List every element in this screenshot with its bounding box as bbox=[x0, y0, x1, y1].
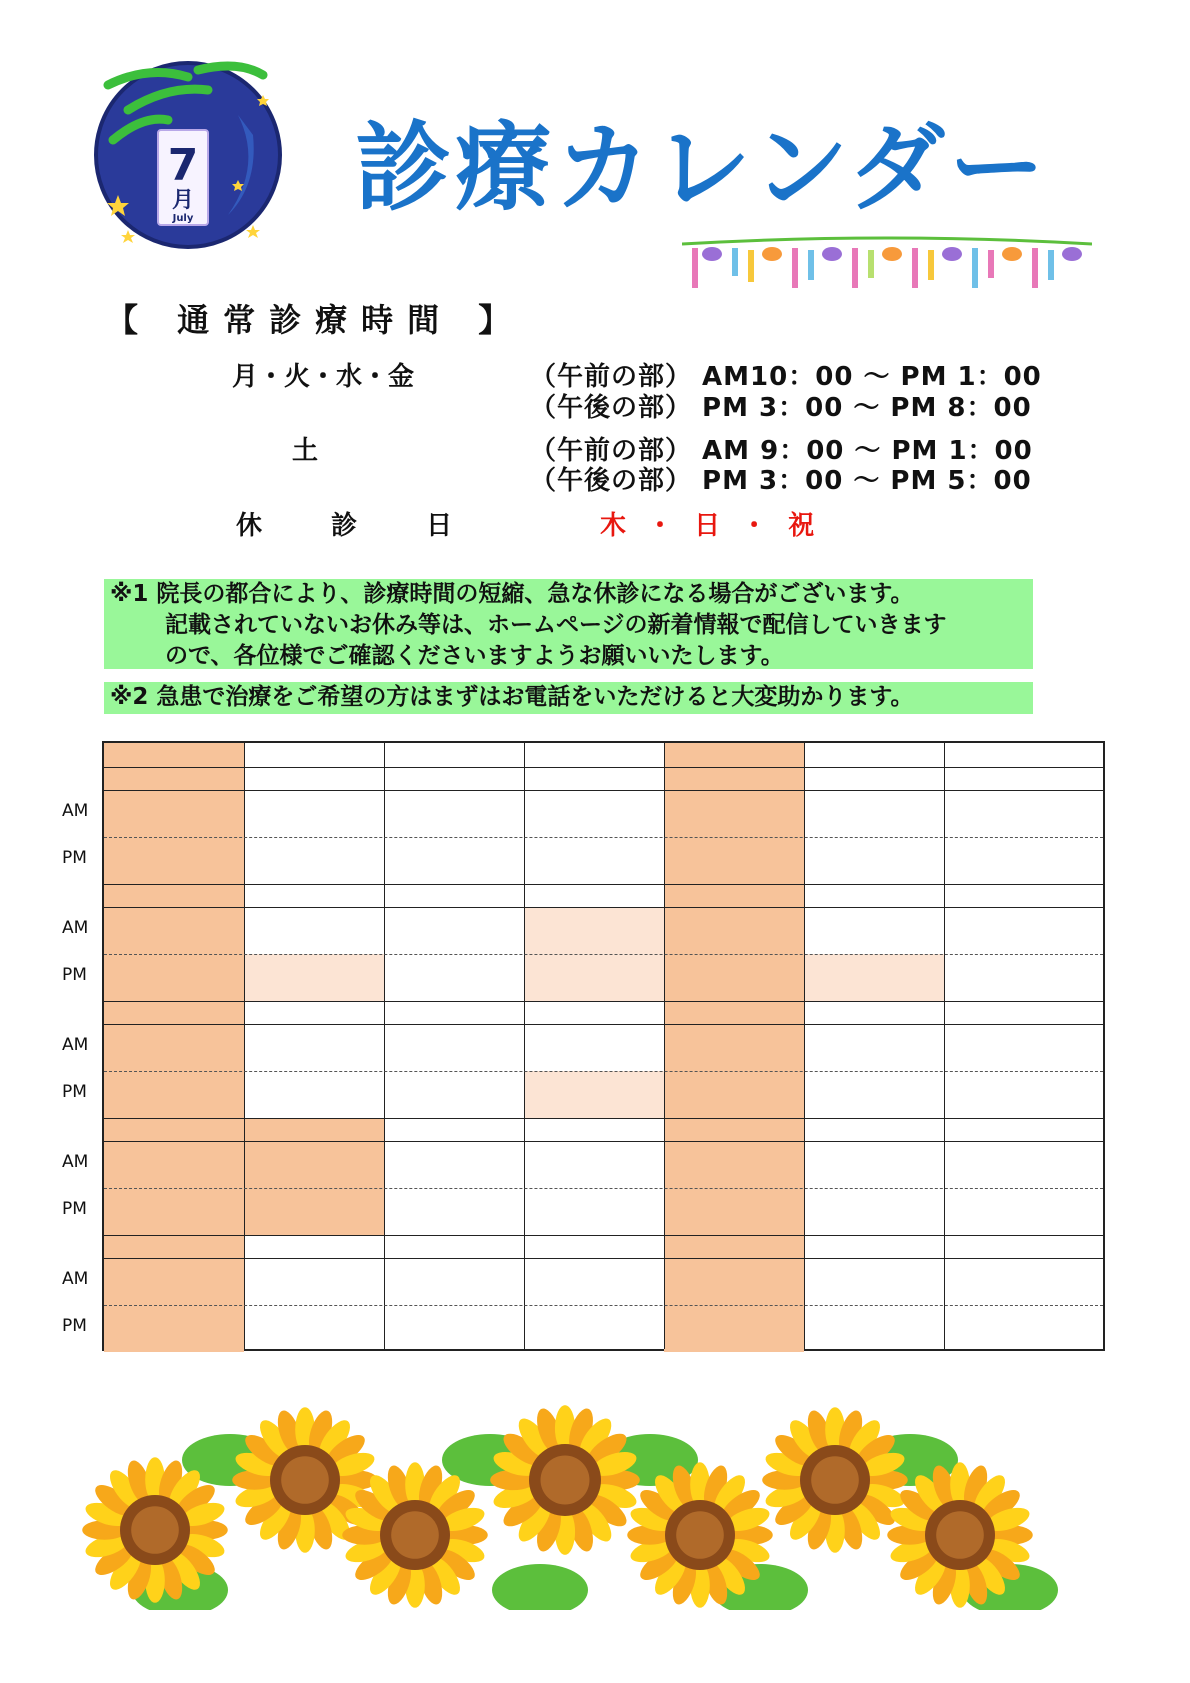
svg-text:月: 月 bbox=[171, 188, 195, 213]
am-row-label: AM bbox=[62, 1268, 89, 1289]
am-row-label: AM bbox=[62, 800, 89, 821]
pm-row-label: PM bbox=[62, 1198, 87, 1219]
saturday-label: 土 bbox=[292, 436, 319, 466]
grid-week-line bbox=[104, 1235, 1103, 1236]
weekday-pm-hours: （午後の部） PM 3：00 〜 PM 8：00 bbox=[530, 393, 1032, 423]
pm-row-label: PM bbox=[62, 847, 87, 868]
grid-date-line bbox=[104, 1141, 1103, 1142]
am-row-label: AM bbox=[62, 1151, 89, 1172]
calendar-grid bbox=[102, 741, 1105, 1351]
saturday-am-hours: （午前の部） AM 9：00 〜 PM 1：00 bbox=[530, 436, 1033, 466]
pm-row-label: PM bbox=[62, 1081, 87, 1102]
note-1-line-2: 記載されていないお休み等は、ホームページの新着情報で配信していきます bbox=[165, 612, 947, 638]
changed-hours-fill bbox=[805, 954, 944, 1001]
svg-text:7: 7 bbox=[167, 140, 199, 191]
changed-hours-fill bbox=[525, 907, 664, 954]
sunflower-border-icon bbox=[60, 1400, 1090, 1610]
closed-days-label: 休 診 日 bbox=[236, 511, 483, 541]
grid-week-line bbox=[104, 1118, 1103, 1119]
am-row-label: AM bbox=[62, 917, 89, 938]
tanabata-garland-icon bbox=[682, 236, 1092, 306]
am-row-label: AM bbox=[62, 1034, 89, 1055]
grid-am-pm-divider bbox=[104, 1188, 1103, 1189]
note-2 bbox=[104, 682, 1033, 714]
closed-column-fill bbox=[104, 743, 244, 1352]
weekday-am-hours: （午前の部） AM10：00 〜 PM 1：00 bbox=[530, 362, 1042, 392]
note-2-text: ※2 急患で治療をご希望の方はまずはお電話をいただけると大変助かります。 bbox=[110, 684, 914, 710]
closed-column-fill bbox=[664, 743, 804, 1352]
grid-date-line bbox=[104, 790, 1103, 791]
svg-text:July: July bbox=[172, 213, 194, 224]
sunflower bbox=[762, 1407, 908, 1553]
hours-heading: 【 通常診療時間 】 bbox=[106, 301, 525, 339]
note-1-line-3: ので、各位様でご確認くださいますようお願いいたします。 bbox=[165, 643, 784, 669]
sunflower-leaf bbox=[492, 1564, 588, 1610]
grid-week-line bbox=[104, 1001, 1103, 1002]
pm-row-label: PM bbox=[62, 964, 87, 985]
note-1 bbox=[104, 579, 1033, 669]
holiday-cell-fill bbox=[244, 1118, 384, 1235]
weekday-label: 月・火・水・金 bbox=[232, 362, 415, 392]
grid-am-pm-divider bbox=[104, 954, 1103, 955]
sunflower bbox=[490, 1405, 640, 1555]
july-tanabata-badge-icon bbox=[88, 55, 288, 255]
closed-days-value: 木 ・ 日 ・ 祝 bbox=[600, 511, 821, 541]
grid-am-pm-divider bbox=[104, 837, 1103, 838]
grid-date-line bbox=[104, 1024, 1103, 1025]
grid-am-pm-divider bbox=[104, 1071, 1103, 1072]
pm-row-label: PM bbox=[62, 1315, 87, 1336]
changed-hours-fill bbox=[245, 954, 384, 1001]
grid-header-line bbox=[104, 767, 1103, 768]
page-title: 診療カレンダー bbox=[355, 112, 1049, 224]
grid-date-line bbox=[104, 907, 1103, 908]
grid-date-line bbox=[104, 1258, 1103, 1259]
grid-am-pm-divider bbox=[104, 1305, 1103, 1306]
saturday-pm-hours: （午後の部） PM 3：00 〜 PM 5：00 bbox=[530, 466, 1032, 496]
changed-hours-fill bbox=[525, 1071, 664, 1118]
note-1-line-1: ※1 院長の都合により、診療時間の短縮、急な休診になる場合がございます。 bbox=[110, 581, 914, 607]
grid-week-line bbox=[104, 884, 1103, 885]
changed-hours-fill bbox=[525, 954, 664, 1001]
